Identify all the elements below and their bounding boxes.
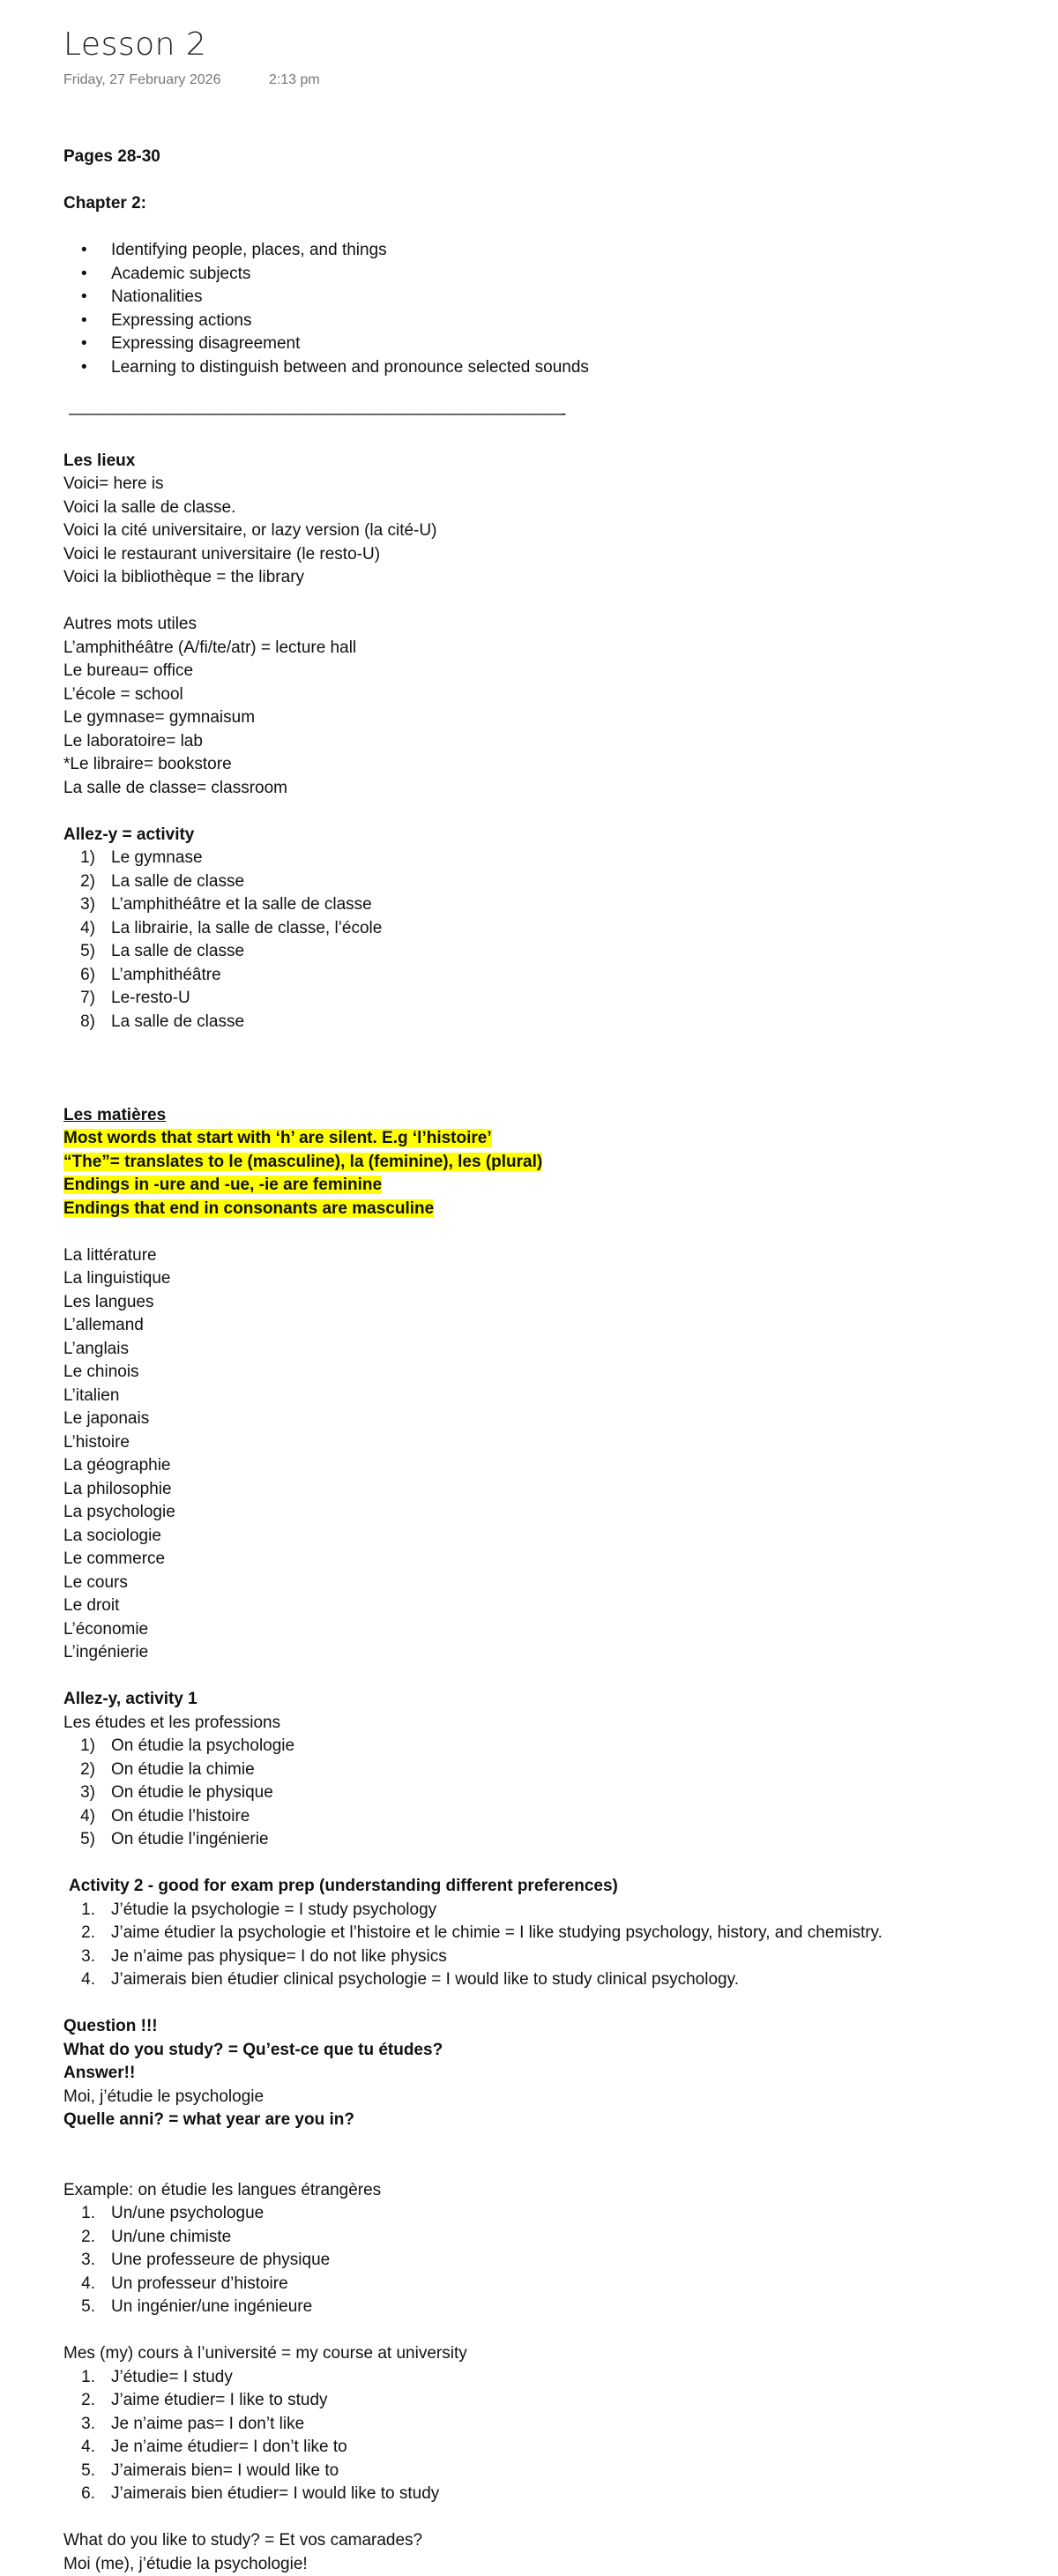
text-line: Voici le restaurant universitaire (le resto-U)	[63, 543, 1033, 567]
list-number: 6)	[63, 964, 95, 988]
list-item	[63, 1922, 1033, 1945]
list-text: J’étudie la psychologie = I study psychology	[111, 1900, 436, 1919]
subject-line: Le japonais	[63, 1407, 1033, 1431]
subject-line: La sociologie	[63, 1525, 1033, 1549]
list-item	[63, 2413, 1033, 2437]
list-item	[63, 2273, 1033, 2296]
list-number: 4)	[63, 1805, 95, 1829]
chapter-heading: Chapter 2:	[63, 192, 1033, 216]
list-item	[63, 847, 1033, 870]
text-line: L’école = school	[63, 683, 1033, 707]
highlight-line	[63, 1174, 1033, 1198]
subject-line: L’économie	[63, 1618, 1033, 1642]
section-heading-lieux: Les lieux	[63, 450, 1033, 474]
list-number: 1)	[63, 847, 95, 870]
answer-text: Moi, j’étudie le psychologie	[63, 2086, 1033, 2109]
subject-line: L’histoire	[63, 1431, 1033, 1455]
list-text: La salle de classe	[111, 942, 244, 960]
list-text: L’amphithéâtre	[111, 966, 221, 984]
list-number: 2.	[63, 1922, 95, 1945]
text-line: Voici= here is	[63, 473, 1033, 497]
separator-line: ———————————————————————————————-	[63, 403, 1033, 427]
list-number: 1.	[63, 2202, 95, 2226]
highlight-text: “The”= translates to le (masculine), la (feminine), les (plural)	[63, 1153, 542, 1171]
list-item: • Learning to distinguish between and pronounce selected sounds	[63, 356, 1033, 380]
list-item: • Identifying people, places, and things	[63, 239, 1033, 263]
list-text: La librairie, la salle de classe, l’école	[111, 919, 382, 937]
list-item: • Nationalities	[63, 286, 1033, 310]
list-text: On étudie la chimie	[111, 1760, 255, 1779]
list-text: Je n’aime pas= I don’t like	[111, 2415, 304, 2433]
list-number: 5)	[63, 940, 95, 964]
list-number: 2)	[63, 1758, 95, 1782]
list-text: On étudie l’histoire	[111, 1807, 250, 1826]
cours-heading: Mes (my) cours à l’université = my course at university	[63, 2342, 1033, 2366]
list-item	[63, 1781, 1033, 1805]
subject-line: La littérature	[63, 1244, 1033, 1268]
text-line: La salle de classe= classroom	[63, 777, 1033, 801]
list-number: 1.	[63, 1899, 95, 1923]
list-number: 5)	[63, 1828, 95, 1852]
list-number: 7)	[63, 987, 95, 1011]
section-heading-allez: Allez-y = activity	[63, 824, 1033, 847]
text-line: Voici la bibliothèque = the library	[63, 566, 1033, 590]
list-text: Un/une chimiste	[111, 2228, 231, 2246]
highlight-text: Endings in -ure and -ue, -ie are feminine	[63, 1176, 382, 1194]
example-heading: Example: on étudie les langues étrangères	[63, 2179, 1033, 2203]
subject-line: La philosophie	[63, 1478, 1033, 1502]
list-number: 3.	[63, 1945, 95, 1969]
list-text: Le-resto-U	[111, 989, 190, 1007]
subheading: Les études et les professions	[63, 1712, 1033, 1736]
list-item	[63, 1945, 1033, 1969]
highlight-line	[63, 1151, 1033, 1175]
list-number: 4)	[63, 917, 95, 941]
list-text: Un/une psychologue	[111, 2204, 264, 2222]
list-number: 4.	[63, 1968, 95, 1992]
list-item: • Expressing actions	[63, 310, 1033, 333]
list-item	[63, 2483, 1033, 2506]
text-line: Voici la salle de classe.	[63, 497, 1033, 520]
list-item	[63, 893, 1033, 917]
list-item	[63, 2226, 1033, 2250]
subject-line: L’ingénierie	[63, 1641, 1033, 1665]
list-item	[63, 1899, 1033, 1923]
subject-line: Le chinois	[63, 1361, 1033, 1385]
list-item	[63, 1735, 1033, 1758]
list-text: L’amphithéâtre et la salle de classe	[111, 895, 372, 914]
page-title: Lesson 2	[63, 26, 206, 63]
subject-line: L’italien	[63, 1385, 1033, 1408]
list-text: J’aimerais bien étudier clinical psychologie = I would like to study clinical psychology.	[111, 1970, 739, 1989]
highlight-text: Most words that start with ‘h’ are silent. E.g ‘l’histoire’	[63, 1129, 492, 1147]
note-content	[63, 146, 1033, 2576]
closing-line: Moi (me), j’étudie la psychologie!	[63, 2553, 1033, 2576]
subject-line: Le commerce	[63, 1548, 1033, 1572]
list-item	[63, 2366, 1033, 2390]
subject-line: L’anglais	[63, 1338, 1033, 1362]
list-item: • Expressing disagreement	[63, 332, 1033, 356]
section-heading-matieres: Les matières	[63, 1104, 1033, 1128]
question-text: Quelle anni? = what year are you in?	[63, 2109, 1033, 2132]
list-text: Un ingénier/une ingénieure	[111, 2297, 312, 2316]
list-item	[63, 2436, 1033, 2460]
list-item	[63, 2249, 1033, 2273]
list-text: La salle de classe	[111, 1012, 244, 1031]
question-heading: Question !!!	[63, 2015, 1033, 2039]
closing-line: What do you like to study? = Et vos camarades?	[63, 2529, 1033, 2553]
list-item	[63, 964, 1033, 988]
list-number: 5.	[63, 2296, 95, 2319]
list-text: J’aimerais bien étudier= I would like to study	[111, 2484, 439, 2503]
list-text: On étudie l’ingénierie	[111, 1830, 269, 1848]
list-number: 3.	[63, 2413, 95, 2437]
list-text: On étudie le physique	[111, 1783, 273, 1802]
highlight-line	[63, 1198, 1033, 1221]
list-number: 1.	[63, 2366, 95, 2390]
list-item	[63, 2460, 1033, 2483]
text-line: Le laboratoire= lab	[63, 730, 1033, 754]
list-text: Je n’aime étudier= I don’t like to	[111, 2438, 347, 2456]
list-number: 3)	[63, 893, 95, 917]
list-number: 8)	[63, 1011, 95, 1034]
list-number: 4.	[63, 2436, 95, 2460]
list-item	[63, 870, 1033, 894]
list-text: La salle de classe	[111, 872, 244, 891]
list-text: On étudie la psychologie	[111, 1736, 294, 1755]
section-heading-allez-activity1: Allez-y, activity 1	[63, 1688, 1033, 1712]
text-line: Voici la cité universitaire, or lazy version (la cité-U)	[63, 519, 1033, 543]
list-number: 5.	[63, 2460, 95, 2483]
list-text: J’aime étudier= I like to study	[111, 2391, 328, 2409]
list-item: • Academic subjects	[63, 263, 1033, 287]
list-item	[63, 1805, 1033, 1829]
subject-line: La psychologie	[63, 1501, 1033, 1525]
list-item	[63, 1828, 1033, 1852]
list-item	[63, 940, 1033, 964]
list-text: J’aimerais bien= I would like to	[111, 2461, 339, 2480]
highlight-line	[63, 1127, 1033, 1151]
list-number: 4.	[63, 2273, 95, 2296]
list-number: 2)	[63, 870, 95, 894]
page-meta	[63, 72, 320, 88]
list-number: 6.	[63, 2483, 95, 2506]
subject-line: Le cours	[63, 1572, 1033, 1595]
list-item	[63, 2202, 1033, 2226]
subject-line: Les langues	[63, 1291, 1033, 1315]
list-text: Le gymnase	[111, 848, 203, 867]
page-time: 2:13 pm	[269, 72, 320, 87]
text-line: *Le libraire= bookstore	[63, 753, 1033, 777]
subject-line: Le droit	[63, 1594, 1033, 1618]
list-number: 3)	[63, 1781, 95, 1805]
highlight-text: Endings that end in consonants are masculine	[63, 1199, 434, 1218]
page-date: Friday, 27 February 2026	[63, 72, 220, 87]
list-text: Un professeur d’histoire	[111, 2274, 288, 2293]
section-heading-autres: Autres mots utiles	[63, 613, 1033, 637]
subject-line: La linguistique	[63, 1267, 1033, 1291]
text-line: Le gymnase= gymnaisum	[63, 706, 1033, 730]
list-number: 2.	[63, 2389, 95, 2413]
list-item	[63, 1968, 1033, 1992]
list-item	[63, 917, 1033, 941]
list-text: J’aime étudier la psychologie et l’histoire et le chimie = I like studying psychology, history, and chemistry.	[111, 1923, 883, 1942]
list-number: 3.	[63, 2249, 95, 2273]
list-text: Je n’aime pas physique= I do not like physics	[111, 1947, 447, 1966]
subject-line: L’allemand	[63, 1314, 1033, 1338]
pages-label: Pages 28-30	[63, 146, 1033, 169]
list-text: Une professeure de physique	[111, 2251, 330, 2269]
list-item	[63, 987, 1033, 1011]
list-text: J’étudie= I study	[111, 2368, 233, 2386]
question-text: What do you study? = Qu’est-ce que tu études?	[63, 2039, 1033, 2063]
list-item	[63, 1758, 1033, 1782]
text-line: L’amphithéâtre (A/fi/te/atr) = lecture hall	[63, 637, 1033, 661]
list-item	[63, 2296, 1033, 2319]
section-heading-activity2: Activity 2 - good for exam prep (understanding different preferences)	[63, 1875, 1033, 1899]
text-line: Le bureau= office	[63, 660, 1033, 683]
subject-line: La géographie	[63, 1454, 1033, 1478]
list-number: 2.	[63, 2226, 95, 2250]
list-number: 1)	[63, 1735, 95, 1758]
list-item	[63, 2389, 1033, 2413]
list-item	[63, 1011, 1033, 1034]
answer-heading: Answer!!	[63, 2062, 1033, 2086]
